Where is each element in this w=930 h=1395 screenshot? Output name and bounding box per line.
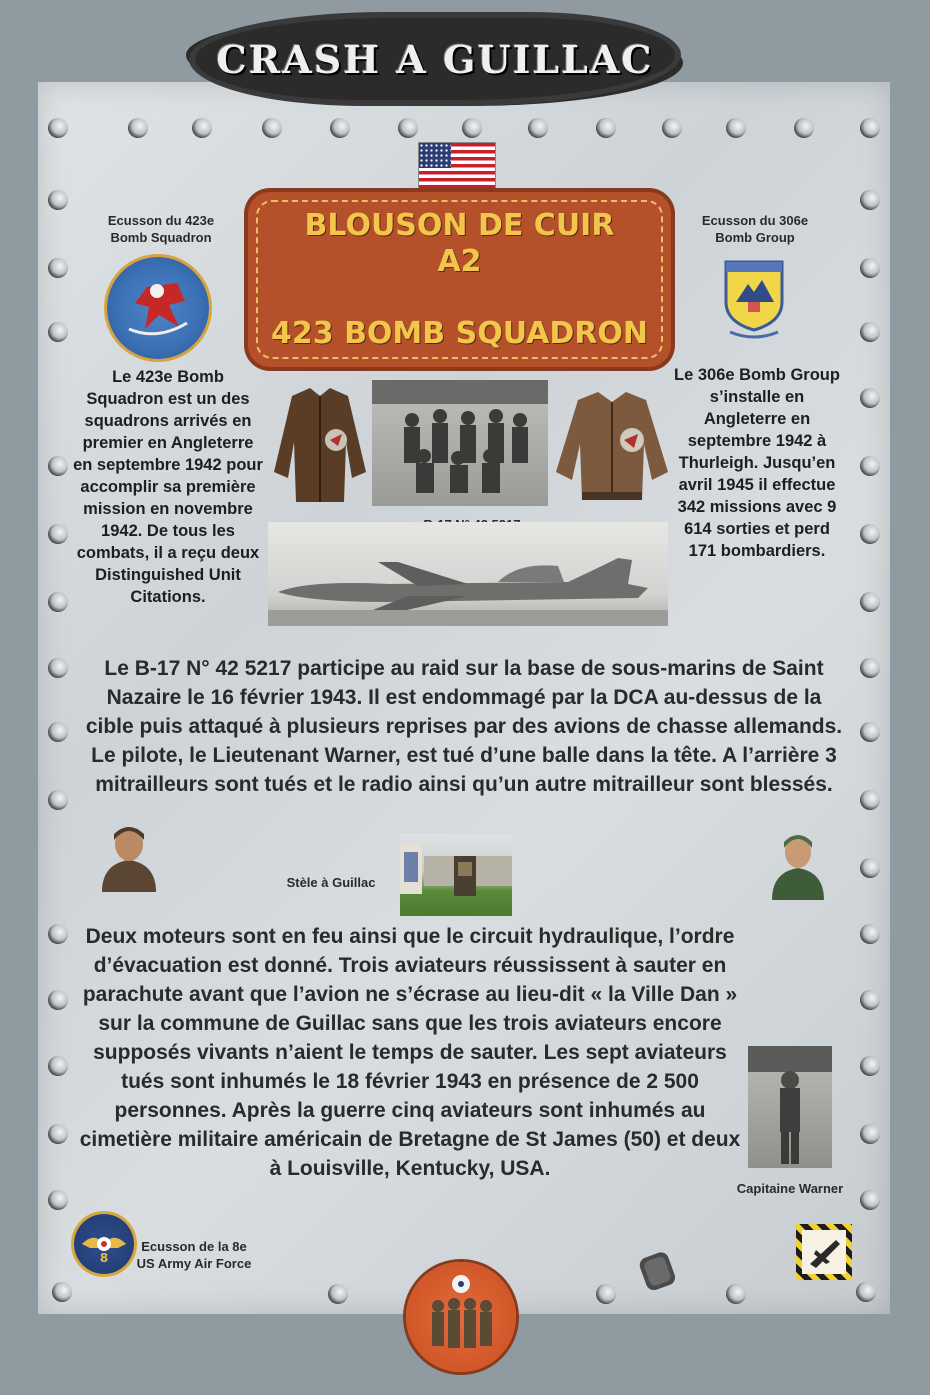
rivet [48,658,68,678]
patch-line-2: A2 [437,243,482,279]
squadron-423-insignia-icon [107,257,209,359]
rivet [262,118,282,138]
rivet [48,990,68,1010]
rivet [860,592,880,612]
rivet [860,524,880,544]
page-title: CRASH A GUILLAC [216,36,654,82]
rivet [48,1190,68,1210]
left-description: Le 423e Bomb Squadron est un des squadrons arrivés en premier en Angleterre en septembre 1942 pour accomplir sa première mission en novembre 1942. De tous les combats, il a reçu deux Distinguished Unit Citations. [73,368,263,606]
right-insignia-caption: Ecusson du 306e Bomb Group [701,213,809,245]
rivet [794,118,814,138]
rivet [860,858,880,878]
crew-roundel-icon [406,1262,516,1372]
rivet [596,1284,616,1304]
rivet [48,722,68,742]
rivet [860,456,880,476]
warner-caption: Capitaine Warner [736,1181,844,1196]
rivet [860,990,880,1010]
crew-photo [372,380,548,506]
rivet [596,118,616,138]
svg-text:8: 8 [99,1251,109,1265]
patch-line-3: 423 BOMB SQUADRON [271,315,648,351]
paragraph-1: Le B-17 N° 42 5217 participe au raid sur la base de sous-marins de Saint Nazaire le 16 février 1943. Il est endommagé par la DCA au-dessus de la cible puis attaqué à plusieurs reprises par des avions de chasse allemands. Le pilote, le Lieutenant Warner, est tué d’une balle dans la tête. A l’arrière 3 mitrailleurs sont tués et le radio ainsi qu’un autre mitrailleur sont blessés. [85,657,843,796]
rivet [726,1284,746,1304]
aviators-group-icon [406,1262,516,1372]
rivet [860,1056,880,1076]
rivet [860,924,880,944]
rivet [330,118,350,138]
rivet [48,924,68,944]
b17-photo [268,522,668,626]
stele-caption: Stèle à Guillac [286,875,376,890]
left-insignia-caption: Ecusson du 423e Bomb Squadron [107,213,215,245]
warner-photo [748,1046,832,1168]
patch-line-1: BLOUSON DE CUIR [304,207,615,243]
rivet [860,388,880,408]
wings-icon [74,1214,134,1274]
rivet [860,790,880,810]
title-banner [195,18,675,100]
stele-photo [400,834,512,916]
rivet [48,790,68,810]
jacket-photo-right [552,388,672,506]
rivet [860,1190,880,1210]
rivet [726,118,746,138]
flag-canton [419,143,451,168]
eighth-af-caption: Ecusson de la 8e US Army Air Force [136,1239,252,1271]
rivet [48,592,68,612]
rivet [48,258,68,278]
sticker-inner [802,1230,846,1274]
skull-icon [107,257,209,359]
aviator-bust-left [96,820,162,892]
paragraph-2: Deux moteurs sont en feu ainsi que le circuit hydraulique, l’ordre d’évacuation est donné. Trois aviateurs réussissent à sauter en parachute avant que l’avion ne s’écrase au lieu-dit « la Ville Dan » sur la commune de Guillac sans que les trois aviateurs encore supposés vivants n’aient le temps de sauter. Les sept aviateurs tués sont inhumés le 18 février 1943 en présence de 2 500 personnes. Après la guerre cinq aviateurs sont inhumés au cimetière militaire américain de Bretagne de St James (50) et deux à Louisville, Kentucky, USA. [79,925,741,1180]
rivet [860,658,880,678]
rivet [860,118,880,138]
group-306-insignia-icon [722,258,786,342]
rivet [860,190,880,210]
rivet [48,118,68,138]
rivet [128,118,148,138]
rivet [192,118,212,138]
rivet [860,722,880,742]
rivet [48,322,68,342]
rivet [860,258,880,278]
rivet [662,118,682,138]
rivet [860,322,880,342]
rivet [48,524,68,544]
rivet [860,1124,880,1144]
rivet [48,456,68,476]
aviator-bust-right [768,830,828,900]
rivet [528,118,548,138]
rivet [398,118,418,138]
shield-icon [722,258,786,342]
rivet [48,1124,68,1144]
aircraft-sticker-icon [796,1224,852,1280]
rivet [462,118,482,138]
leather-patch [248,192,671,367]
rivet [48,1056,68,1076]
rivet [48,190,68,210]
eighth-af-insignia-icon [74,1214,134,1274]
us-flag-icon [418,142,496,190]
rivet [856,1282,876,1302]
rivet [52,1282,72,1302]
patch-stitching [256,200,663,359]
rivet [328,1284,348,1304]
jacket-photo-left [270,382,370,506]
right-description: Le 306e Bomb Group s’installe en Angleterre en septembre 1942 à Thurleigh. Jusqu’en avril 1945 il effectue 342 missions avec 9 614 sorties et perd 171 bombardiers. [674,366,840,560]
